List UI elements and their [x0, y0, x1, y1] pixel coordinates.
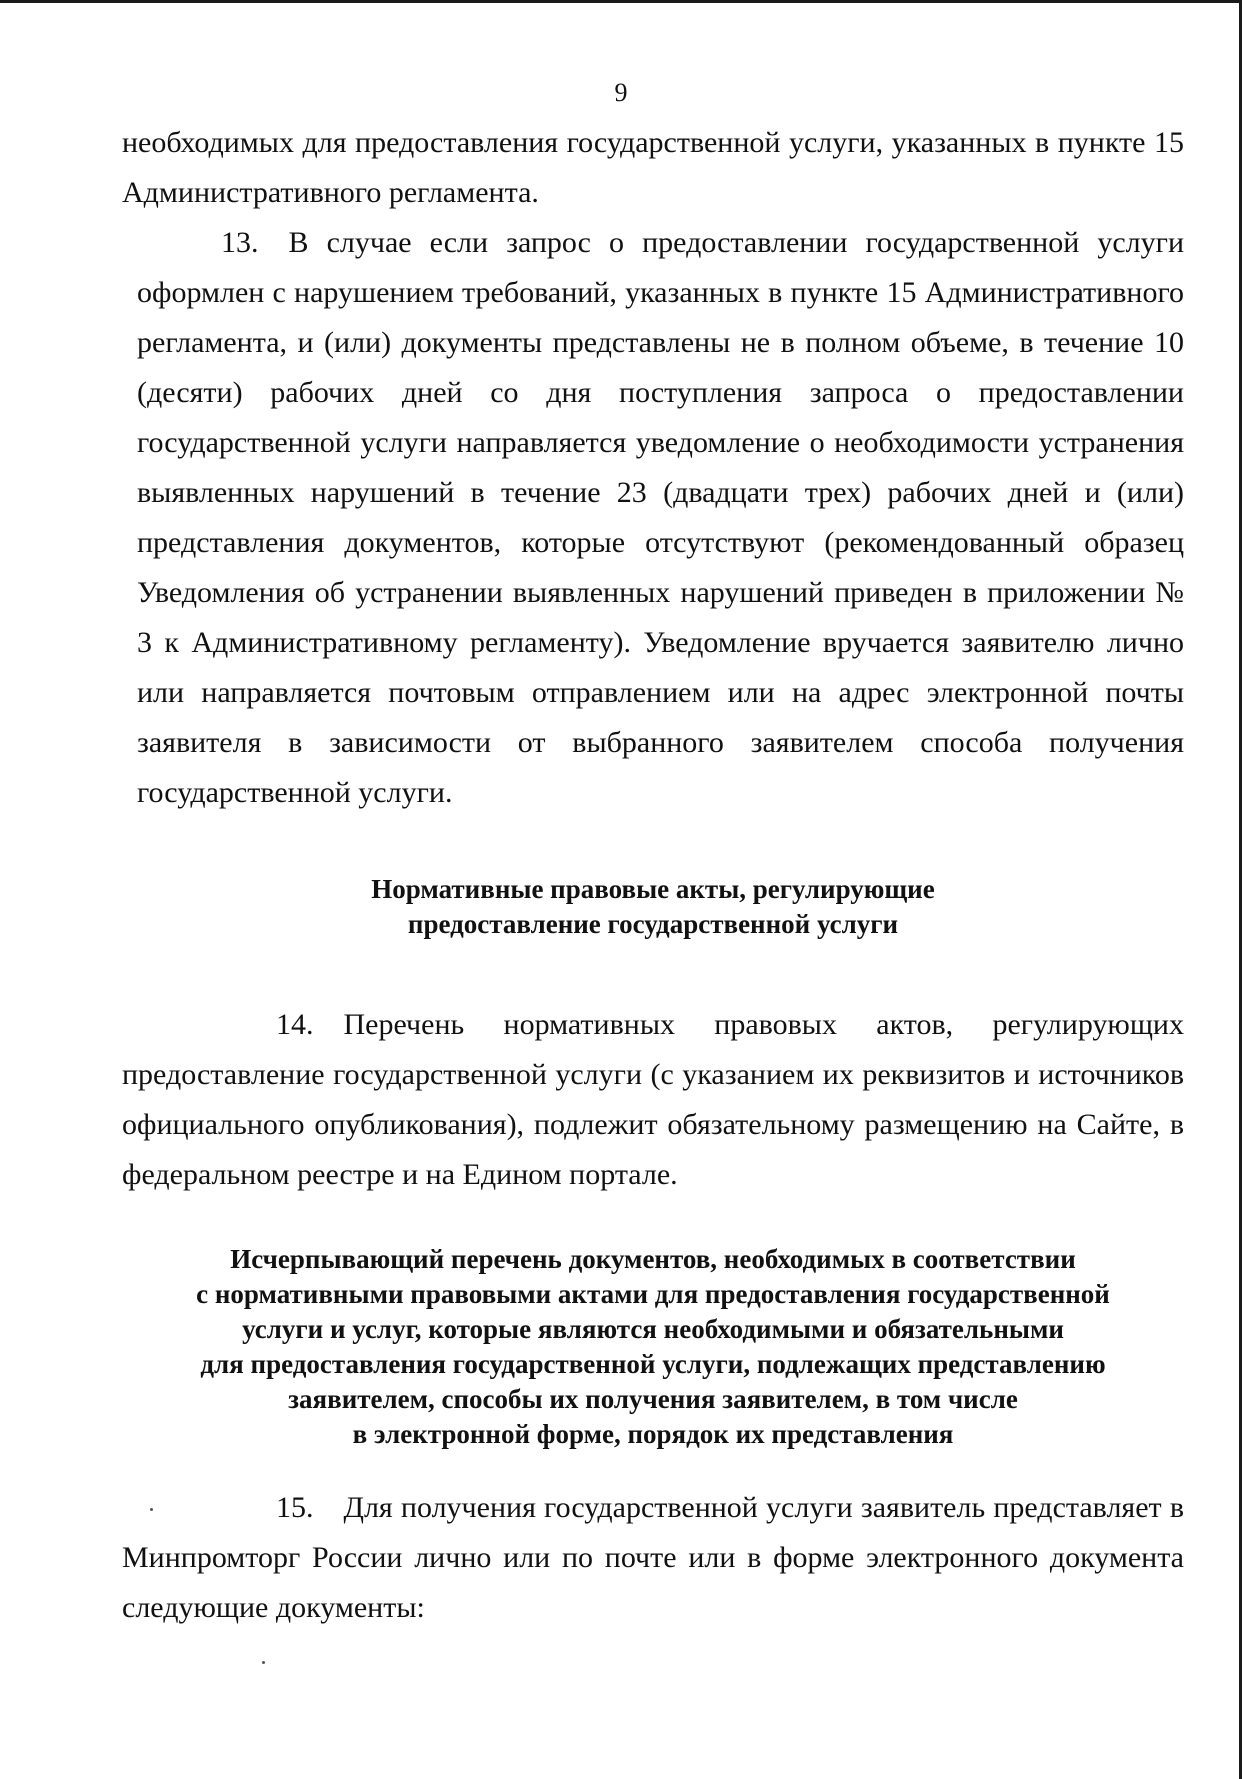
heading-1-line: предоставление государственной услуги [407, 909, 899, 939]
heading-2-line: Исчерпывающий перечень документов, необходимых в соответствии [230, 1244, 1076, 1274]
item-15-number: 15. [276, 1491, 314, 1524]
item-14-text: Перечень нормативных правовых актов, регулирующих предоставление государственной услуги (с указанием их реквизитов и источников официального опубликования), подлежит обязательному размещению на Сайте, в федеральном реестре и на Едином портале. [122, 1008, 1184, 1191]
item-15-text: Для получения государственной услуги заявитель представляет в Минпромторг России лично или по почте или в форме электронного документа следующие документы: [122, 1491, 1184, 1624]
continuation-paragraph: необходимых для предоставления государственной услуги, указанных в пункте 15 Административного регламента. [122, 126, 1184, 209]
scan-speck [262, 1661, 265, 1664]
item-13-paragraph [137, 218, 1184, 818]
page-number: 9 [614, 78, 628, 107]
item-13-text: В случае если запрос о предоставлении государственной услуги оформлен с нарушением требований, указанных в пункте 15 Административного регламента, и (или) документы представлены не в полном объеме, в течение 10 (десяти) рабочих дней со дня поступления запроса о предоставлении государственной услуги направляется уведомление о необходимости устранения выявленных нарушений в течение 23 (двадцати трех) рабочих дней и (или) представления документов, которые отсутствуют (рекомендованный образец Уведомления об устранении выявленных нарушений приведен в приложении № 3 к Административному регламенту). Уведомление вручается заявителю лично или направляется почтовым отправлением или на адрес электронной почты заявителя в зависимости от выбранного заявителем способа получения государственной услуги. [137, 226, 1184, 809]
heading-2-line: в электронной форме, порядок их представления [352, 1419, 954, 1449]
scan-edge-top [0, 0, 1242, 3]
heading-1-line: Нормативные правовые акты, регулирующие [371, 874, 935, 904]
section-heading-normative-acts [122, 872, 1184, 942]
heading-2-line: с нормативными правовыми актами для предоставления государственной [196, 1279, 1110, 1309]
item-13-number: 13. [221, 226, 259, 259]
heading-2-line: услуги и услуг, которые являются необходимыми и обязательными [242, 1314, 1064, 1344]
item-15-paragraph [122, 1483, 1184, 1633]
item-14-number: 14. [276, 1008, 314, 1041]
scan-speck [150, 1508, 153, 1511]
section-heading-documents-list [122, 1242, 1184, 1452]
heading-2-line: заявителем, способы их получения заявителем, в том числе [288, 1384, 1018, 1414]
heading-2-line: для предоставления государственной услуги, подлежащих представлению [200, 1349, 1106, 1379]
item-14-paragraph [122, 1000, 1184, 1200]
